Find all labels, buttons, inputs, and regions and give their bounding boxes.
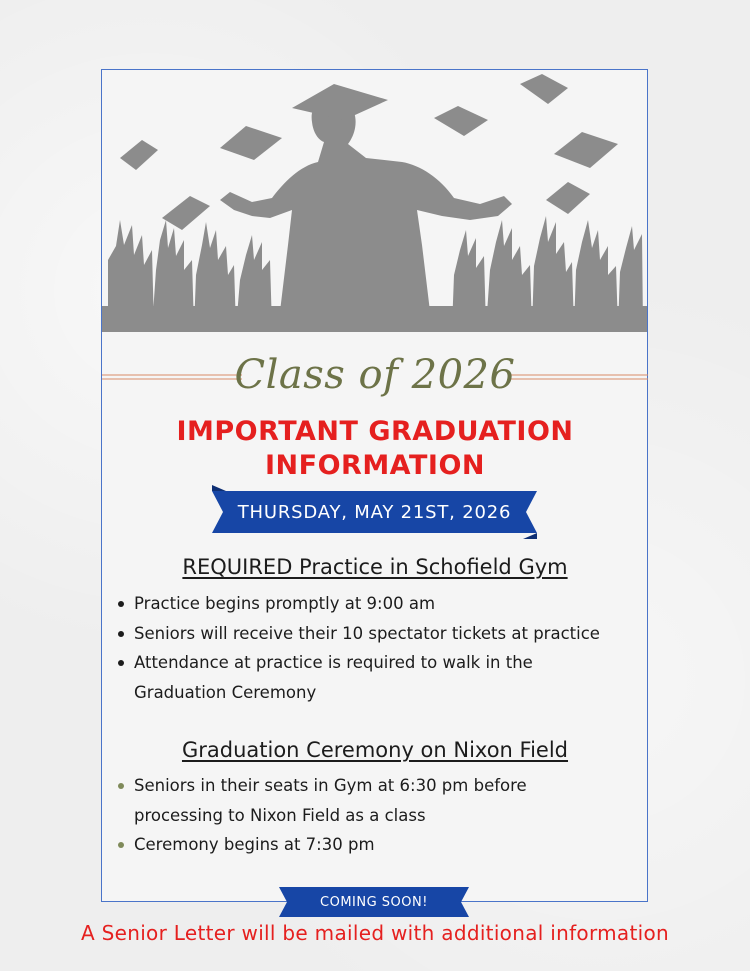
footer-note: A Senior Letter will be mailed with additional information [80,921,669,945]
ceremony-list [116,771,527,860]
coming-soon-banner [279,887,469,917]
headline-line-2: INFORMATION [264,450,485,481]
event-date: THURSDAY, MAY 21ST, 2026 [237,501,512,523]
practice-list [116,589,600,707]
bullet-icon [118,783,124,789]
bullet-icon [118,631,124,637]
list-item-continuation: Graduation Ceremony [134,682,317,702]
list-item-continuation: processing to Nixon Field as a class [134,805,426,825]
ceremony-heading: Graduation Ceremony on Nixon Field [181,738,569,762]
class-title: Class of 2026 [234,352,516,398]
list-item: Ceremony begins at 7:30 pm [116,830,527,860]
graduate-silhouette-illustration [102,70,647,332]
bullet-icon [118,842,124,848]
bullet-icon [118,660,124,666]
list-item: Seniors in their seats in Gym at 6:30 pm before [116,771,527,801]
headline [0,415,750,483]
list-item: Seniors will receive their 10 spectator tickets at practice [116,619,600,649]
headline-line-1: IMPORTANT GRADUATION [176,416,574,447]
practice-heading: REQUIRED Practice in Schofield Gym [182,555,568,579]
bullet-icon [118,601,124,607]
coming-soon-label: COMING SOON! [320,894,428,910]
list-item: Practice begins promptly at 9:00 am [116,589,600,619]
date-banner [212,485,537,539]
list-item: Attendance at practice is required to walk in the [116,648,600,678]
